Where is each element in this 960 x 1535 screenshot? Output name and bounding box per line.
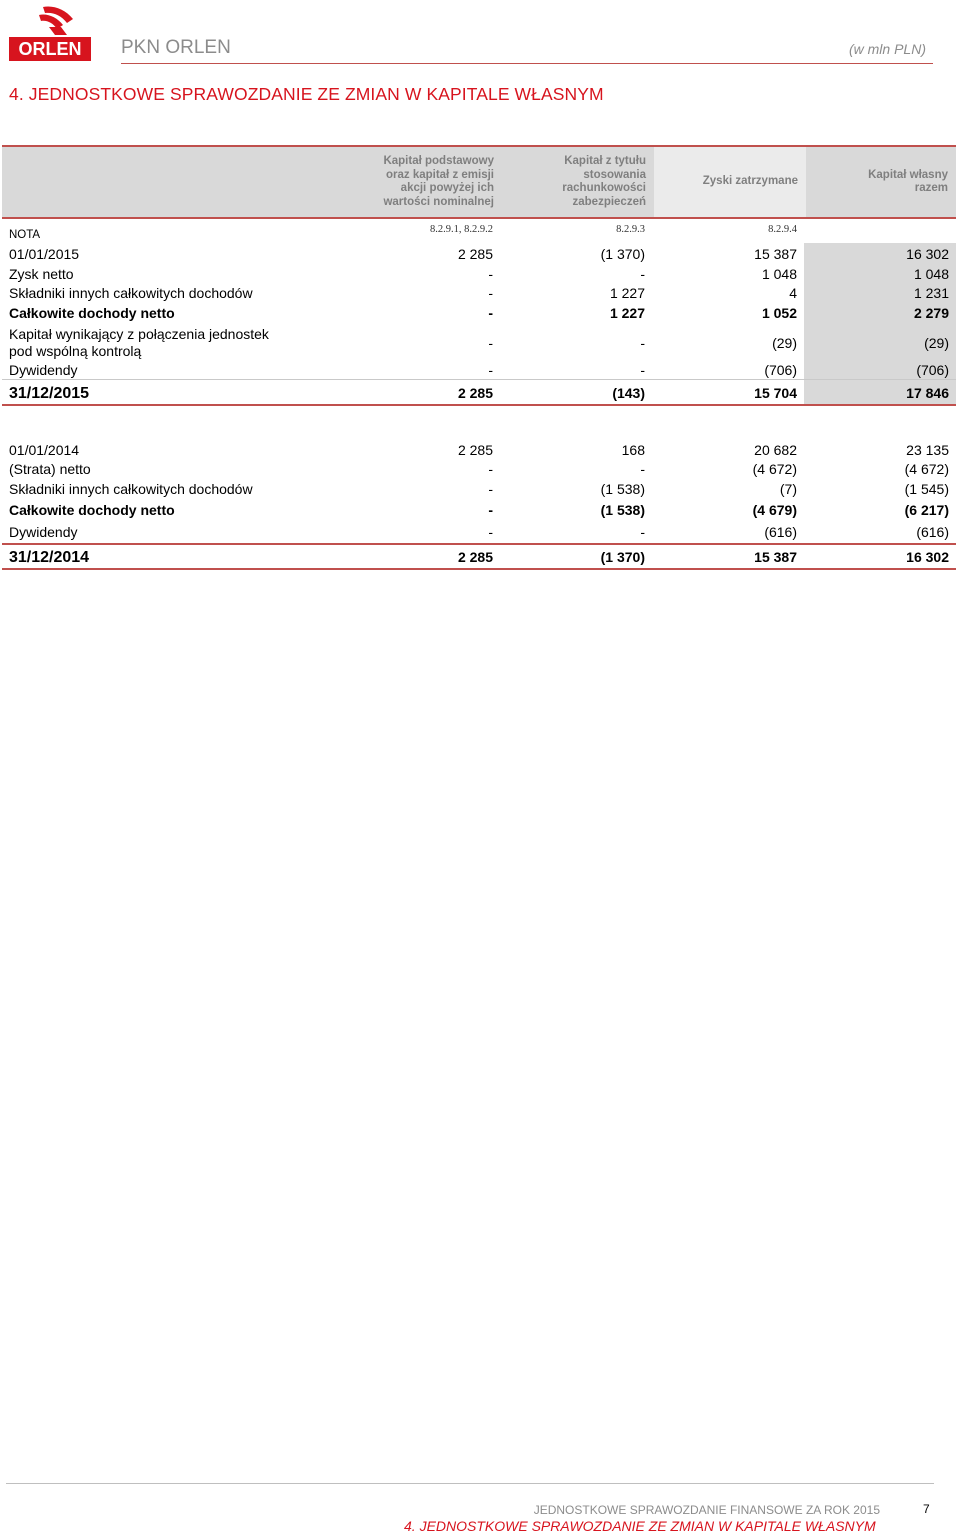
page-number: 7: [923, 1502, 930, 1516]
column-header-hedging: Kapitał z tytułu stosowania rachunkowości zabezpieczeń: [502, 147, 654, 217]
section-title: 4. JEDNOSTKOWE SPRAWOZDANIE ZE ZMIAN W KAPITALE WŁASNYM: [9, 84, 604, 104]
header-divider: [121, 63, 933, 64]
unit-label: (w mln PLN): [848, 41, 926, 57]
company-name: PKN ORLEN: [121, 37, 231, 58]
column-header-retained-earnings: Zyski zatrzymane: [654, 147, 806, 217]
column-header-band: [2, 145, 956, 219]
footer-section-title: 4. JEDNOSTKOWE SPRAWOZDANIE ZE ZMIAN W KAPITALE WŁASNYM: [404, 1518, 876, 1534]
total-divider: [2, 543, 956, 545]
nota-label: NOTA: [9, 229, 41, 241]
orlen-logo: [9, 5, 91, 63]
nota-ref: 8.2.9.1, 8.2.9.2: [430, 224, 493, 235]
total-divider: [2, 568, 956, 570]
nota-ref: 8.2.9.3: [616, 224, 645, 235]
row-divider: [2, 379, 956, 380]
column-header-total-equity: Kapitał własny razem: [806, 147, 956, 217]
footer-divider: [6, 1483, 934, 1484]
column-header-share-capital: Kapitał podstawowy oraz kapitał z emisji akcji powyżej ich wartości nominalnej: [383, 155, 494, 208]
footer-document-title: JEDNOSTKOWE SPRAWOZDANIE FINANSOWE ZA ROK 2015: [533, 1503, 880, 1517]
nota-ref: 8.2.9.4: [768, 224, 797, 235]
svg-text:ORLEN: ORLEN: [18, 39, 82, 59]
total-divider: [2, 404, 956, 406]
